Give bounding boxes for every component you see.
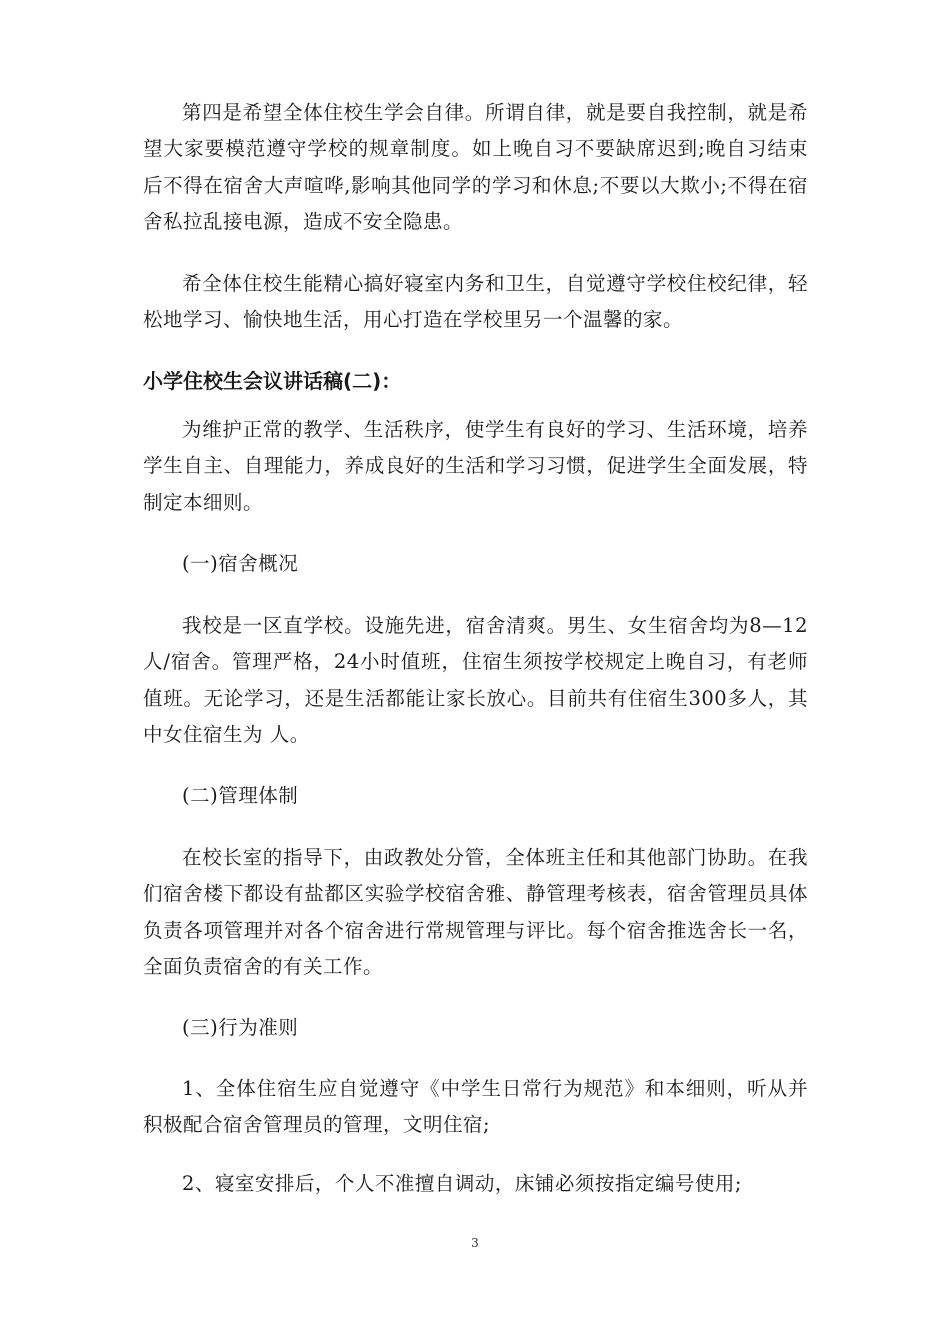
subheading-management-system: (二)管理体制 — [182, 784, 299, 807]
section-heading: 小学住校生会议讲话稿(二)： — [143, 369, 402, 393]
paragraph-rule-1: 1、全体住宿生应自觉遵守《中学生日常行为规范》和本细则，听从并积极配合宿舍管理员的管理，文明住宿; — [143, 1077, 808, 1137]
paragraph-purpose: 为维护正常的教学、生活秩序，使学生有良好的学习、生活环境，培养学生自主、自理能力，养成良好的生活和学习习惯，促进学生全面发展，特制定本细则。 — [143, 418, 808, 514]
subheading-dorm-overview: (一)宿舍概况 — [182, 552, 299, 575]
paragraph-dorm-overview: 我校是一区直学校。设施先进，宿舍清爽。男生、女生宿舍均为8—12人/宿舍。管理严格，24小时值班，住宿生须按学校规定上晚自习，有老师值班。无论学习，还是生活都能让家长放心。目前共有住宿生300多人，其中女住宿生为 人。 — [143, 614, 808, 746]
page-number: 3 — [471, 1236, 479, 1250]
subheading-code-of-conduct: (三)行为准则 — [182, 1016, 299, 1039]
paragraph-hope: 希全体住校生能精心搞好寝室内务和卫生，自觉遵守学校住校纪律，轻松地学习、愉快地生活，用心打造在学校里另一个温馨的家。 — [143, 272, 808, 332]
paragraph-management-system: 在校长室的指导下，由政教处分管，全体班主任和其他部门协助。在我们宿舍楼下都设有盐都区实验学校宿舍雅、静管理考核表，宿舍管理员具体负责各项管理并对各个宿舍进行常规管理与评比。每个宿舍推选舍长一名，全面负责宿舍的有关工作。 — [143, 846, 808, 978]
paragraph-self-discipline: 第四是希望全体住校生学会自律。所谓自律，就是要自我控制，就是希望大家要模范遵守学校的规章制度。如上晚自习不要缺席迟到;晚自习结束后不得在宿舍大声喧哗,影响其他同学的学习和休息;不要以大欺小;不得在宿舍私拉乱接电源，造成不安全隐患。 — [143, 101, 808, 233]
paragraph-rule-2: 2、寝室安排后，个人不准擅自调动，床铺必须按指定编号使用; — [182, 1172, 742, 1195]
